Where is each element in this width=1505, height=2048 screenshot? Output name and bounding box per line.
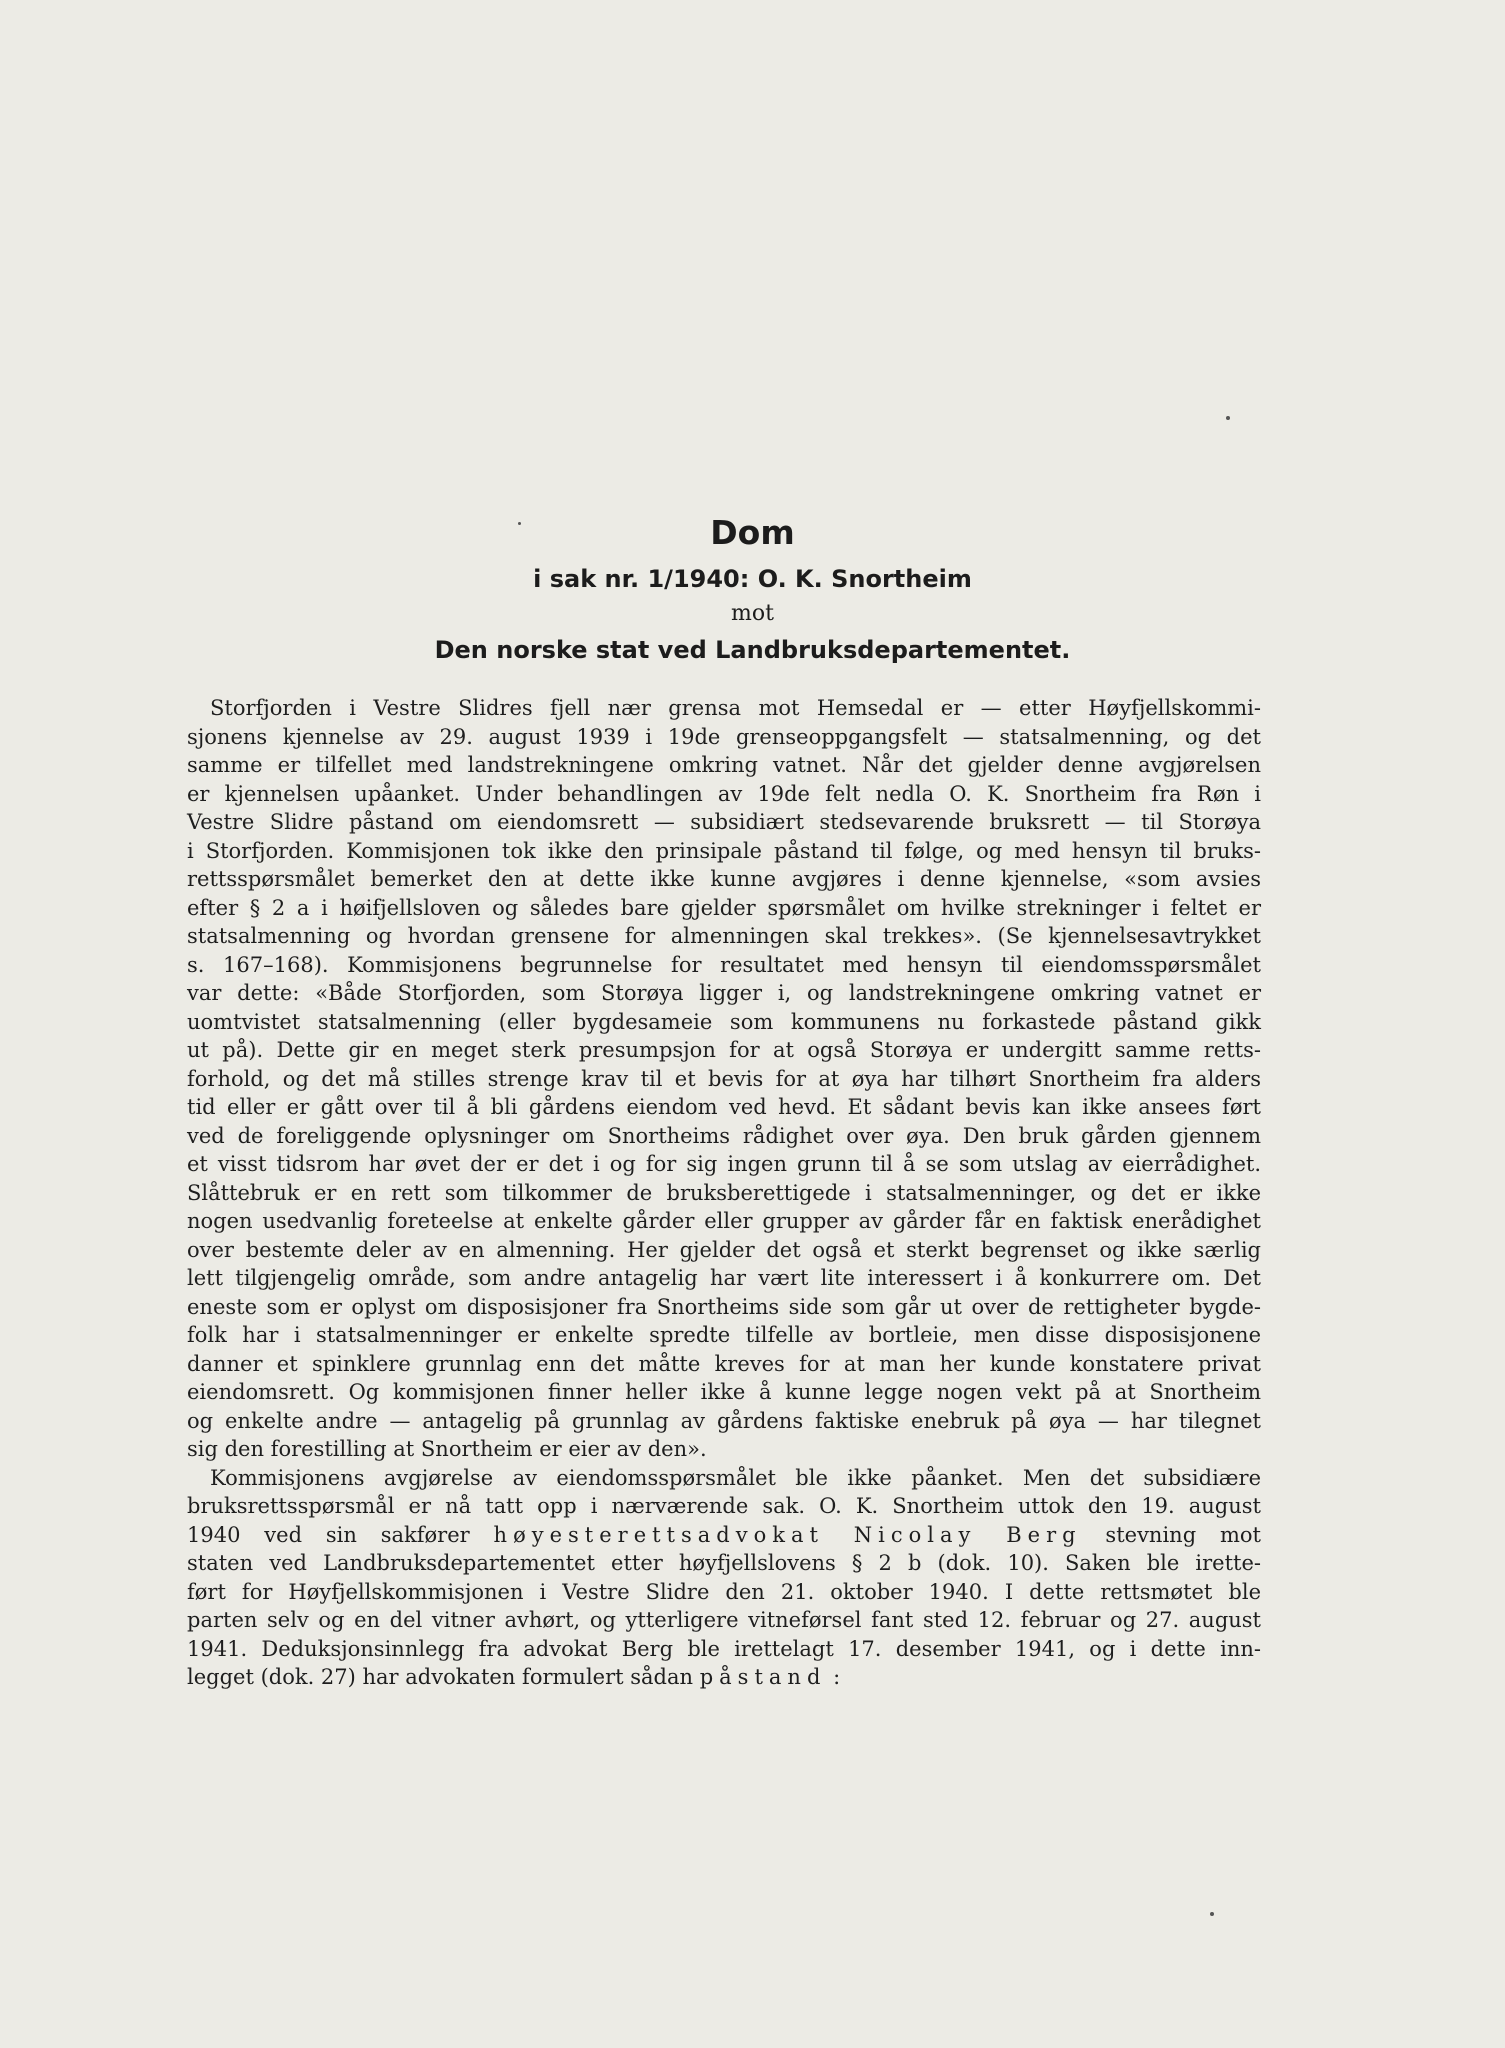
text-line: lett tilgjengelig område, som andre antagelig har vært lite interessert i å konkurrere om. Det xyxy=(187,1266,1261,1290)
text-line: rettsspørsmålet bemerket den at dette ikke kunne avgjøres i denne kjennelse, «som avsies xyxy=(187,867,1261,891)
advocate-name: høyesterettsadvokat Nicolay Berg xyxy=(493,1522,1082,1547)
text-line: og enkelte andre — antagelig på grunnlag av gårdens faktiske enebruk på øya — har tilegnet xyxy=(187,1408,1261,1433)
text-fragment: 1940 ved sin sakfører xyxy=(187,1522,470,1547)
text-line: samme er tilfellet med landstrekningene omkring vatnet. Når det gjelder denne avgjørelsen xyxy=(187,753,1261,777)
text-line: ført for Høyfjellskommisjonen i Vestre Slidre den 21. oktober 1940. I dette rettsmøtet ble xyxy=(187,1579,1261,1604)
text-line: eneste som er oplyst om disposisjoner fra Snortheims side som går ut over de rettigheter bygde- xyxy=(187,1294,1261,1319)
document-heading xyxy=(0,505,1505,669)
text-line: Vestre Slidre påstand om eiendomsrett — subsidiært stedsevarende bruksrett — til Storøya xyxy=(187,810,1261,834)
speck-mark xyxy=(1210,1912,1214,1916)
text-line: s. 167–168). Kommisjonens begrunnelse for resultatet med hensyn til eiendomsspørsmålet xyxy=(187,952,1261,977)
text-line: bruksrettsspørsmål er nå tatt opp i nærværende sak. O. K. Snortheim uttok den 19. august xyxy=(187,1494,1261,1518)
text-line: sig den forestilling at Snortheim er eier av den». xyxy=(187,1437,707,1461)
text-line: sjonens kjennelse av 29. august 1939 i 19de grenseoppgangsfelt — statsalmenning, og det xyxy=(187,724,1261,749)
claim-word: påstand xyxy=(699,1665,827,1689)
text-line: 1941. Deduksjonsinnlegg fra advokat Berg ble irettelagt 17. desember 1941, og i dette inn- xyxy=(187,1636,1261,1661)
text-line: nogen usedvanlig foreteelse at enkelte gårder eller grupper av gårder får en faktisk enerådighet xyxy=(187,1209,1261,1233)
text-line: tid eller er gått over til å bli gårdens eiendom ved hevd. Et sådant bevis kan ikke ansees ført xyxy=(187,1095,1261,1119)
text-fragment: : xyxy=(833,1665,841,1689)
judgment-text xyxy=(187,694,1261,1692)
text-line: statsalmenning og hvordan grensene for almenningen skal trekkes». (Se kjennelsesavtrykket xyxy=(187,924,1261,948)
text-line: efter § 2 a i høifjellsloven og således bare gjelder spørsmålet om hvilke strekninger i feltet er xyxy=(187,895,1261,920)
text-line: staten ved Landbruksdepartementet etter høyfjellslovens § 2 b (dok. 10). Saken ble irette- xyxy=(187,1551,1261,1575)
text-line: et visst tidsrom har øvet der er det i og for sig ingen grunn til å se som utslag av eierrådighet. xyxy=(187,1152,1261,1176)
text-line: forhold, og det må stilles strenge krav til et bevis for at øya har tilhørt Snortheim fra alders xyxy=(187,1066,1261,1091)
text-line: over bestemte deler av en almenning. Her gjelder det også et sterkt begrenset og ikke særlig xyxy=(187,1237,1261,1262)
text-line: Slåttebruk er en rett som tilkommer de bruksberettigede i statsalmenninger, og det er ikke xyxy=(187,1180,1261,1205)
case-number: i sak nr. 1/1940: O. K. Snortheim xyxy=(533,565,972,593)
opposing-party: Den norske stat ved Landbruksdepartementet. xyxy=(434,636,1071,664)
text-line: ut på). Dette gir en meget sterk presumpsjon for at også Storøya er undergitt samme retts- xyxy=(187,1038,1261,1062)
text-line: er kjennelsen upåanket. Under behandlingen av 19de felt nedla O. K. Snortheim fra Røn i xyxy=(187,781,1261,806)
text-line: parten selv og en del vitner avhørt, og ytterligere vitneførsel fant sted 12. februar og 27. august xyxy=(187,1608,1261,1632)
text-fragment: legget (dok. 27) har advokaten formulert sådan xyxy=(187,1665,694,1689)
text-line: danner et spinklere grunnlag enn det måtte kreves for at man her kunde konstatere privat xyxy=(187,1351,1261,1376)
page-title: Dom xyxy=(710,513,795,552)
text-line: var dette: «Både Storfjorden, som Storøya ligger i, og landstrekningene omkring vatnet er xyxy=(187,981,1261,1005)
text-fragment: stevning mot xyxy=(1105,1522,1261,1547)
text-line: eiendomsrett. Og kommisjonen finner heller ikke å kunne legge nogen vekt på at Snortheim xyxy=(187,1380,1261,1404)
speck-mark xyxy=(1226,416,1230,420)
versus-label: mot xyxy=(731,601,774,626)
text-line-composite xyxy=(187,1521,1261,1550)
text-line-composite xyxy=(187,1663,1261,1692)
text-line: uomtvistet statsalmenning (eller bygdesameie som kommunens nu forkastede påstand gikk xyxy=(187,1009,1261,1034)
text-line: i Storfjorden. Kommisjonen tok ikke den prinsipale påstand til følge, og med hensyn til bruks- xyxy=(187,838,1261,863)
text-line: folk har i statsalmenninger er enkelte spredte tilfelle av bortleie, men disse disposisjonene xyxy=(187,1323,1261,1347)
text-line: Kommisjonens avgjørelse av eiendomsspørsmålet ble ikke påanket. Men det subsidiære xyxy=(210,1465,1261,1490)
text-line: ved de foreliggende oplysninger om Snortheims rådighet over øya. Den bruk gården gjennem xyxy=(187,1123,1261,1148)
text-line: Storfjorden i Vestre Slidres fjell nær grensa mot Hemsedal er — etter Høyfjellskommi- xyxy=(210,696,1261,720)
